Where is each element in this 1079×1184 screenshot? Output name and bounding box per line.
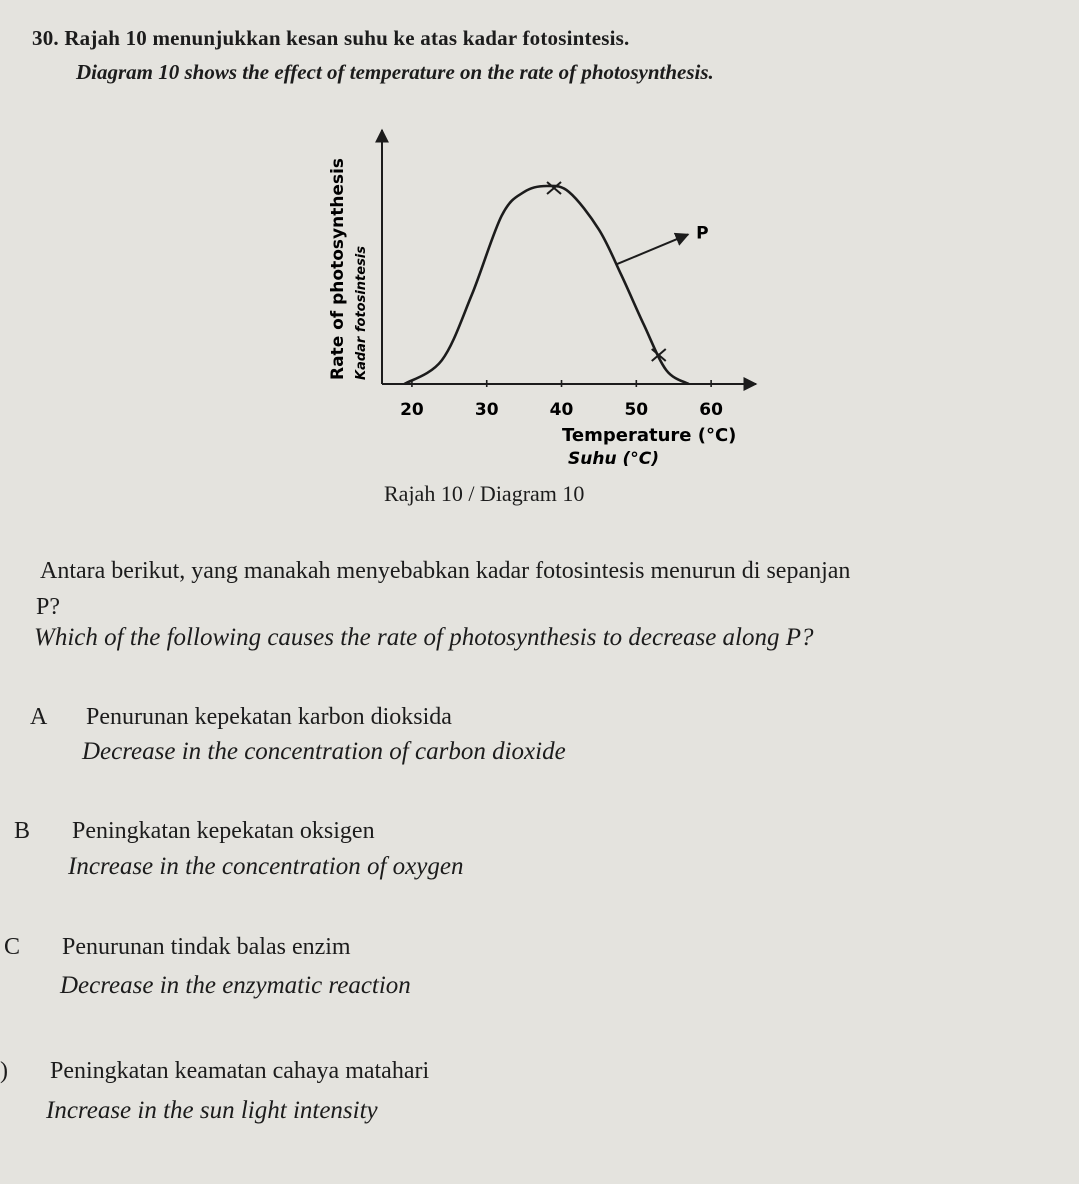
option-b-english[interactable]: Increase in the concentration of oxygen bbox=[68, 853, 464, 880]
option-c-english[interactable]: Decrease in the enzymatic reaction bbox=[60, 972, 411, 999]
temperature-photosynthesis-graph bbox=[300, 118, 780, 478]
prompt-malay-line-1: Antara berikut, yang manakah menyebabkan kadar fotosintesis menurun di sepanjan bbox=[40, 558, 851, 584]
x-tick-label: 60 bbox=[699, 400, 723, 420]
question-stem-malay-text: Rajah 10 menunjukkan kesan suhu ke atas kadar fotosintesis. bbox=[64, 26, 630, 50]
option-a-english[interactable]: Decrease in the concentration of carbon dioxide bbox=[82, 738, 566, 765]
x-tick-label: 30 bbox=[474, 400, 499, 420]
question-stem-malay bbox=[32, 26, 629, 51]
x-tick-label: 40 bbox=[549, 400, 574, 420]
rate-curve bbox=[404, 186, 688, 384]
x-axis-label-malay: Suhu (°C) bbox=[568, 449, 659, 469]
question-number: 30. bbox=[32, 26, 59, 50]
prompt-malay-line-2: P? bbox=[36, 594, 60, 620]
x-tick-label: 50 bbox=[624, 400, 649, 420]
option-a-malay[interactable]: Penurunan kepekatan karbon dioksida bbox=[86, 704, 452, 730]
x-axis-label: Temperature (°C) bbox=[562, 425, 737, 446]
p-pointer-line bbox=[616, 234, 688, 264]
option-d-english[interactable]: Increase in the sun light intensity bbox=[46, 1097, 378, 1124]
option-b-letter[interactable]: B bbox=[14, 818, 31, 844]
option-b-malay[interactable]: Peningkatan kepekatan oksigen bbox=[72, 818, 375, 844]
x-tick-label: 20 bbox=[400, 400, 424, 420]
option-c-malay[interactable]: Penurunan tindak balas enzim bbox=[62, 934, 351, 960]
y-axis-label-malay: Kadar fotosintesis bbox=[354, 245, 369, 380]
y-axis-label: Rate of photosynthesis bbox=[328, 157, 348, 380]
p-label: P bbox=[696, 223, 709, 244]
option-c-letter[interactable]: C bbox=[4, 934, 21, 960]
question-stem-english: Diagram 10 shows the effect of temperature on the rate of photosynthesis. bbox=[76, 60, 714, 84]
prompt-english: Which of the following causes the rate of photosynthesis to decrease along P? bbox=[34, 624, 814, 651]
option-a-letter[interactable]: A bbox=[30, 704, 48, 730]
diagram-caption: Rajah 10 / Diagram 10 bbox=[384, 481, 585, 506]
option-d-malay[interactable]: Peningkatan keamatan cahaya matahari bbox=[50, 1058, 430, 1084]
option-d-letter[interactable]: ) bbox=[0, 1058, 8, 1084]
